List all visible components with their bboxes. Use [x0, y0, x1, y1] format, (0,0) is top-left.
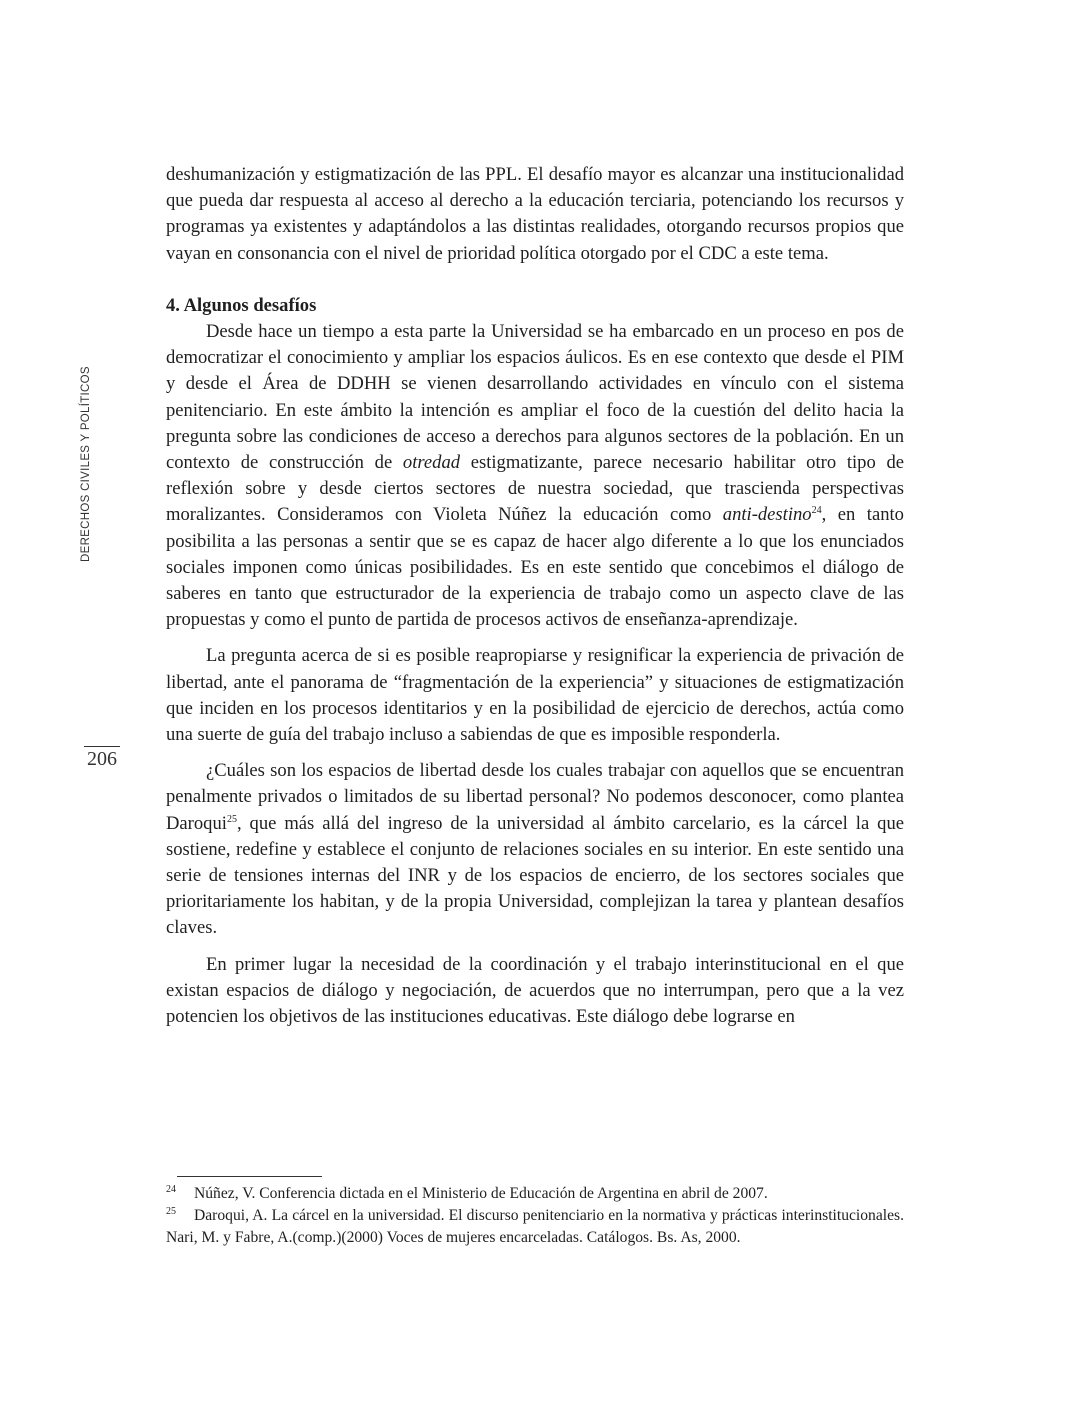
italic-term-otredad: otredad: [402, 452, 461, 474]
paragraph-continued: deshumanización y estigmatización de las PPL. El desafío mayor es alcanzar una institucionalidad que pueda dar respuesta al acceso al derecho a la educación terciaria, potenciando los recursos y programas ya existentes y adaptándolos a las distintas realidades, otorgando recursos propios que vayan en consonancia con el nivel de prioridad política otorgado por el CDC a este tema.: [166, 164, 904, 264]
page-number: 206: [87, 748, 117, 770]
footnote-text: Daroqui, A. La cárcel en la universidad. El discurso penitenciario en la normativa y prácticas interinstitucionales. Nari, M. y Fabre, A.(comp.)(2000) Voces de mujeres encarceladas. Catálogos. Bs. As, 2000.: [166, 1207, 904, 1246]
paragraph-1: [166, 319, 904, 633]
running-head: DERECHOS CIVILES Y POLÍTICOS: [80, 366, 92, 562]
footnote-ref-24[interactable]: 24: [811, 505, 822, 517]
paragraph-1-text-a: Desde hace un tiempo a esta parte la Universidad se ha embarcado en un proceso en pos de democratizar el conocimiento y ampliar los espacios áulicos. Es en ese contexto que desde el PIM y desde el Área de DDHH se vienen desarrollando actividades en vínculo con el sistema penitenciario. En este ámbito la intención es ampliar el foco de la cuestión del delito hacia la pregunta sobre las condiciones de acceso a derechos para algunos sectores de la población. En un contexto de construcción de: [166, 321, 904, 474]
paragraph-3-text-a: ¿Cuáles son los espacios de libertad desde los cuales trabajar con aquellos que se encuentran penalmente privados o limitados de su libertad personal? No podemos desconocer, como plantea Daroqui: [166, 760, 904, 834]
paragraph-3-text-b: , que más allá del ingreso de la universidad al ámbito carcelario, es la cárcel la que sostiene, redefine y establece el conjunto de relaciones sociales en su interior. En este sentido una serie de tensiones internas del INR y de los espacios de encierro, de los sectores sociales que prioritariamente los habitan, y de la propia Universidad, complejizan la tarea y plantean desafíos claves.: [166, 812, 904, 939]
body-text: [166, 162, 904, 1040]
paragraph-1-text-b: estigmatizante, parece necesario habilitar otro tipo de reflexión sobre y desde ciertos sectores de nuestra sociedad, que trascienda perspectivas moralizantes. Consideramos con Violeta Núñez la educación como: [166, 452, 904, 526]
footnote-24: 24 Núñez, V. Conferencia dictada en el Ministerio de Educación de Argentina en abril de 2007.: [166, 1183, 768, 1202]
paragraph-1-text-c: , en tanto posibilita a las personas a sentir que se es capaz de hacer algo diferente a lo que los enunciados sociales imponen como únicas posibilidades. Es en este sentido que concebimos el diálogo de saberes en tanto que estructurador de la experiencia de trabajo como un aspecto clave de las propuestas y como el punto de partida de procesos activos de enseñanza-aprendizaje.: [166, 504, 904, 631]
footnote-ref-25[interactable]: 25: [226, 813, 237, 825]
page-number-rule: [84, 746, 120, 747]
footnotes: [166, 1183, 904, 1249]
paragraph-2: La pregunta acerca de si es posible reapropiarse y resignificar la experiencia de privación de libertad, ante el panorama de “fragmentación de la experiencia” y situaciones de estigmatización que inciden en los procesos identitarios y en la posibilidad de ejercicio de derechos, actúa como una suerte de guía del trabajo incluso a sabiendas de que es imposible responderla.: [166, 645, 904, 746]
footnote-25: 25 Daroqui, A. La cárcel en la universidad. El discurso penitenciario en la normativa y prácticas interinstitucionales. Nari, M. y Fabre, A.(comp.)(2000) Voces de mujeres encarceladas. Catálogos. Bs. As, 2000.: [166, 1205, 904, 1246]
paragraph-4: En primer lugar la necesidad de la coordinación y el trabajo interinstitucional en el que existan espacios de diálogo y negociación, de acuerdos que no interrumpan, pero que a la vez potencien los objetivos de las instituciones educativas. Este diálogo debe lograrse en: [166, 953, 904, 1028]
footnote-separator: [177, 1176, 322, 1177]
section-heading: 4. Algunos desafíos: [166, 294, 317, 316]
paragraph-3: [166, 758, 904, 941]
italic-term-anti-destino: anti-destino: [722, 504, 812, 526]
footnote-text: Núñez, V. Conferencia dictada en el Ministerio de Educación de Argentina en abril de 2007.: [194, 1185, 768, 1202]
